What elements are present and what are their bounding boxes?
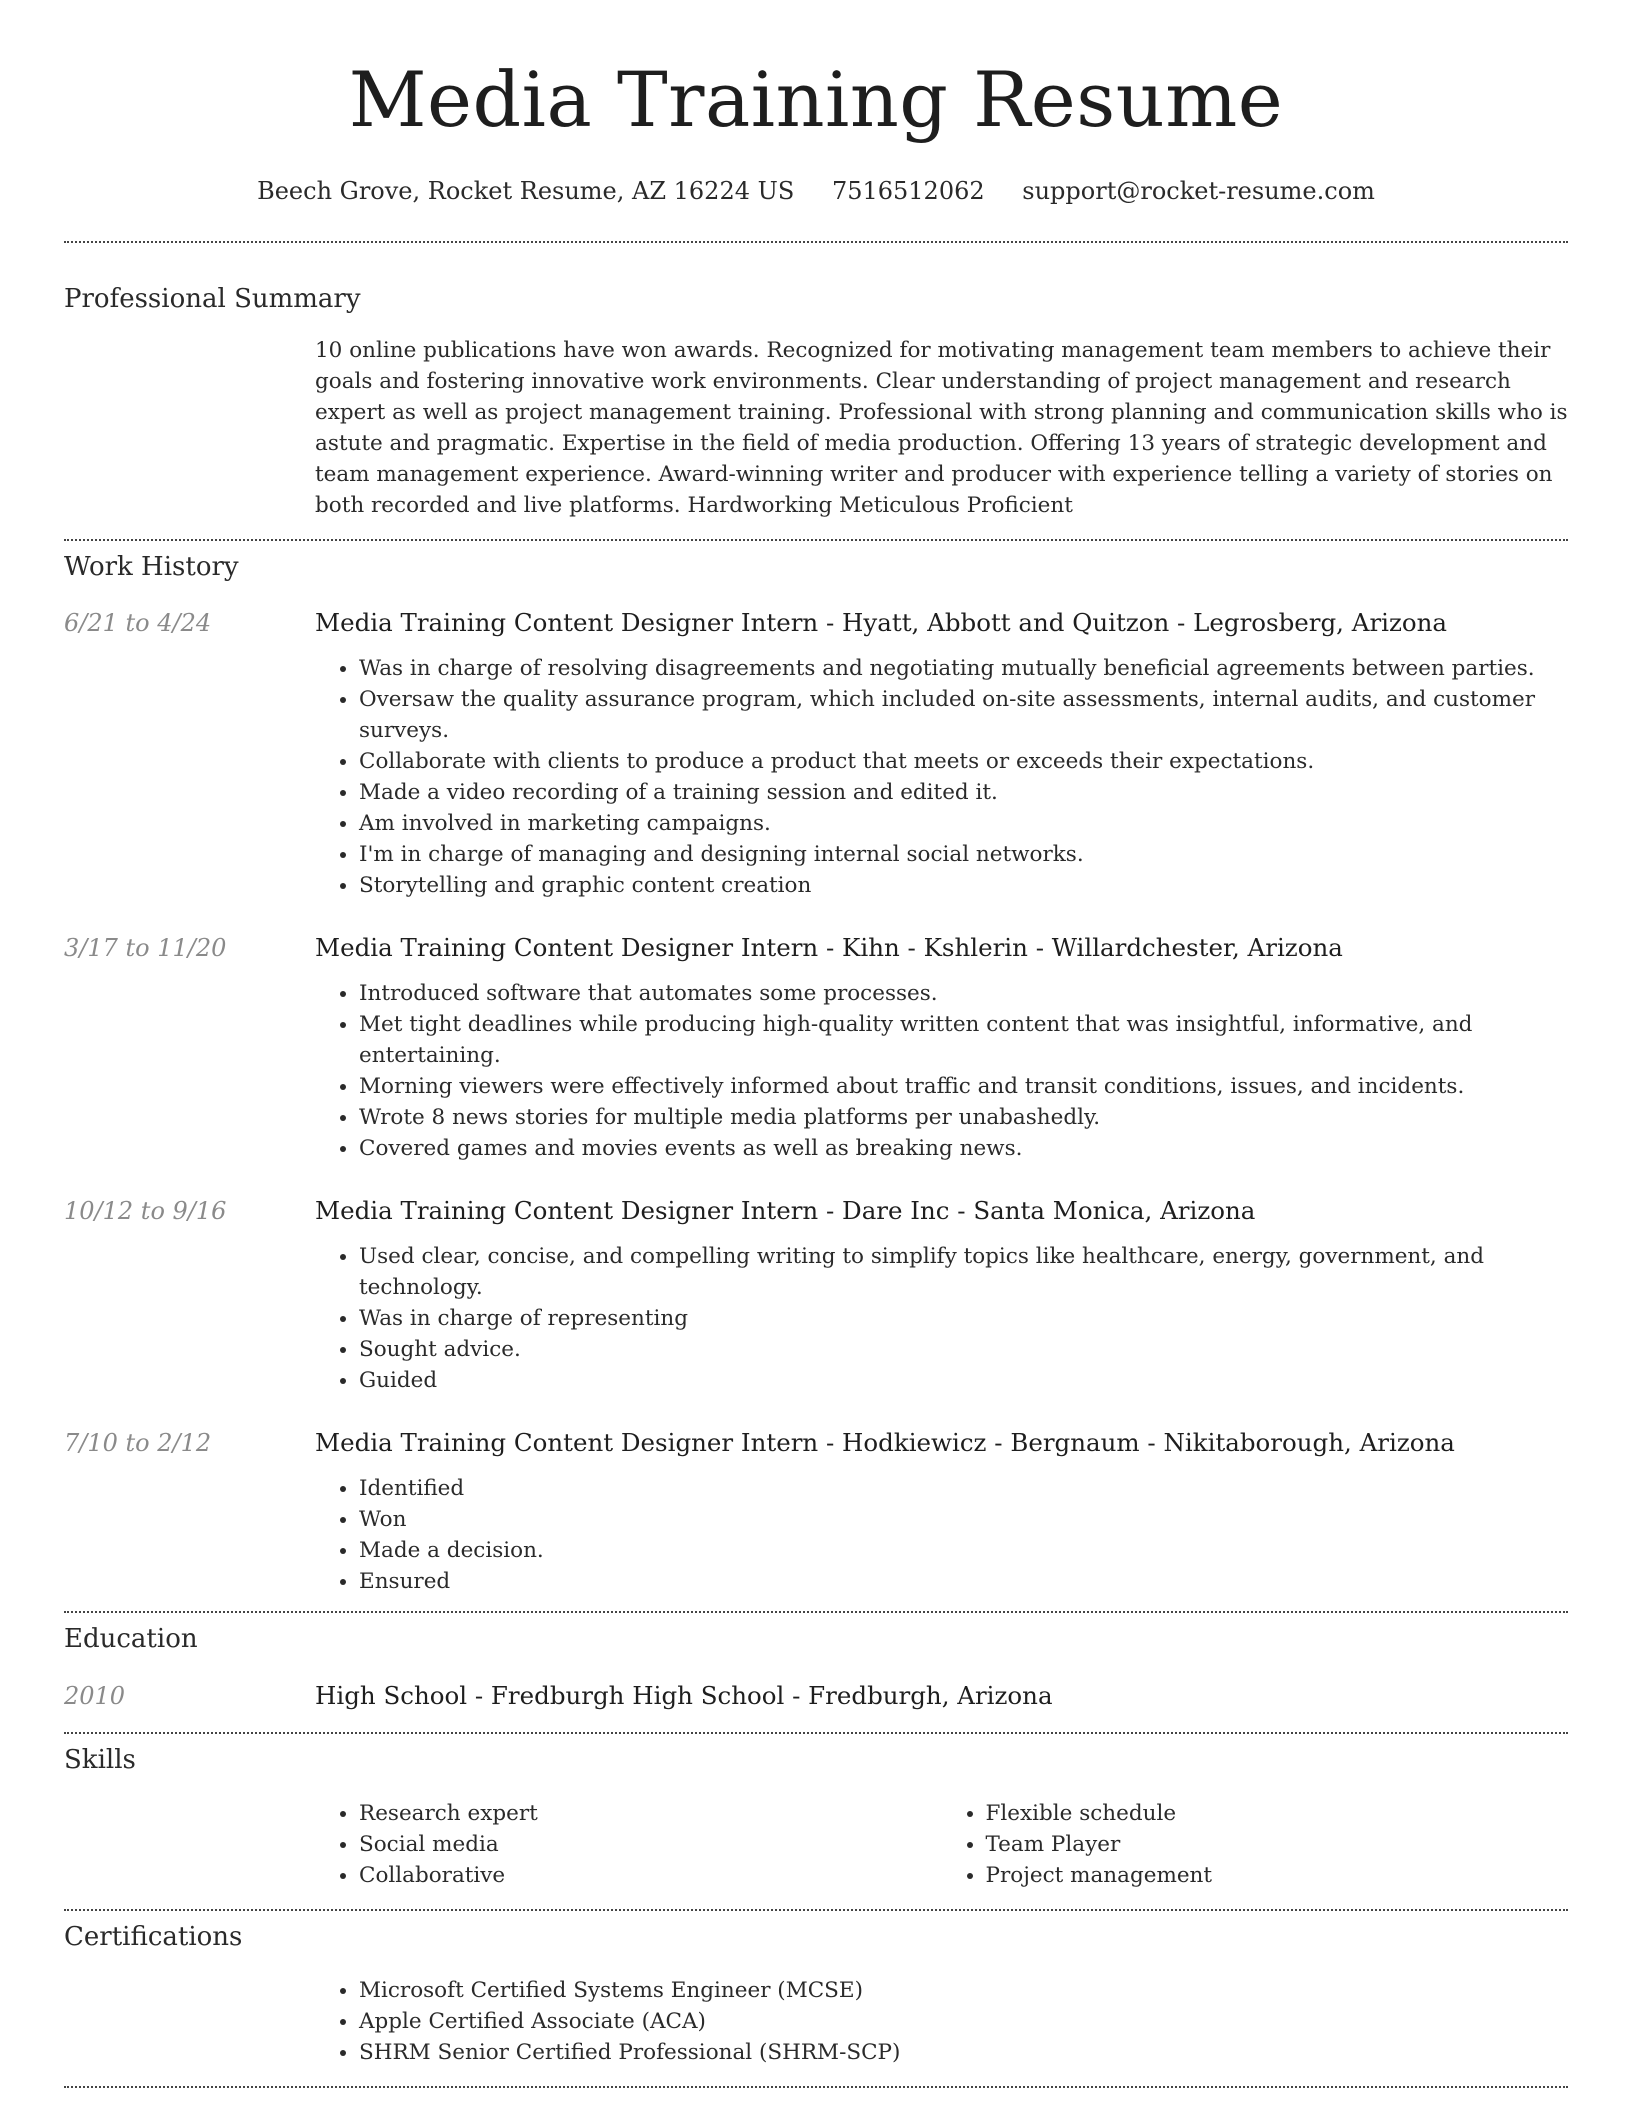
list-item: • Project management: [986, 1860, 1569, 1891]
summary-section: [64, 243, 1568, 521]
list-item: • Flexible schedule: [986, 1798, 1569, 1829]
list-item: • Identified: [359, 1473, 1568, 1504]
skills-list-left: [315, 1798, 942, 1891]
list-item: • Team Player: [986, 1829, 1569, 1860]
resume-page: [64, 0, 1568, 2088]
list-item: • Introduced software that automates some processes.: [359, 978, 1568, 1009]
job-entry: [64, 1195, 1568, 1396]
job-entry: [64, 607, 1568, 901]
list-item: • I'm in charge of managing and designing internal social networks.: [359, 839, 1568, 870]
divider: [64, 2086, 1568, 2088]
list-item: • Collaborative: [359, 1860, 942, 1891]
list-item: • Sought advice.: [359, 1334, 1568, 1365]
list-item: • Met tight deadlines while producing high-quality written content that was insightful, informative, and entertaining.: [359, 1009, 1568, 1071]
list-item: • Ensured: [359, 1566, 1568, 1597]
job-entry: [64, 1427, 1568, 1597]
resume-title: Media Training Resume: [348, 55, 1284, 144]
job-title: Media Training Content Designer Intern - Hyatt, Abbott and Quitzon - Legrosberg, Arizona: [315, 608, 1448, 637]
list-item: • Social media: [359, 1829, 942, 1860]
job-bullets: [315, 1473, 1568, 1597]
list-item: • Storytelling and graphic content creation: [359, 870, 1568, 901]
list-item: • Apple Certified Associate (ACA): [359, 2006, 1568, 2037]
contact-line: [64, 176, 1568, 206]
contact-phone: 7516512062: [831, 177, 985, 205]
education-date: 2010: [64, 1682, 126, 1710]
certifications-section: [64, 1911, 1568, 2068]
section-title-certifications: Certifications: [64, 1922, 243, 1952]
list-item: • Was in charge of representing: [359, 1303, 1568, 1334]
job-dates: 10/12 to 9/16: [64, 1197, 227, 1225]
skills-section: [64, 1734, 1568, 1891]
job-bullets: [315, 978, 1568, 1164]
certifications-list: [315, 1975, 1568, 2068]
list-item: • Was in charge of resolving disagreements and negotiating mutually beneficial agreements between parties.: [359, 653, 1568, 684]
certifications-body: [315, 1975, 1568, 2068]
list-item: • Used clear, concise, and compelling writing to simplify topics like healthcare, energy, government, and technology.: [359, 1241, 1568, 1303]
list-item: • Research expert: [359, 1798, 942, 1829]
skills-grid: [315, 1798, 1568, 1891]
list-item: • Guided: [359, 1365, 1568, 1396]
section-title-skills: Skills: [64, 1745, 136, 1775]
list-item: • Microsoft Certified Systems Engineer (MCSE): [359, 1975, 1568, 2006]
list-item: • SHRM Senior Certified Professional (SHRM-SCP): [359, 2037, 1568, 2068]
job-bullets: [315, 1241, 1568, 1396]
education-title: High School - Fredburgh High School - Fredburgh, Arizona: [315, 1681, 1053, 1710]
contact-email: support@rocket-resume.com: [1022, 177, 1375, 205]
section-title-summary: Professional Summary: [64, 284, 361, 314]
list-item: • Oversaw the quality assurance program, which included on-site assessments, internal audits, and customer surveys.: [359, 684, 1568, 746]
job-title: Media Training Content Designer Intern - Kihn - Kshlerin - Willardchester, Arizona: [315, 933, 1343, 962]
education-section: [64, 1613, 1568, 1712]
job-dates: 3/17 to 11/20: [64, 934, 227, 962]
list-item: • Made a decision.: [359, 1535, 1568, 1566]
job-title: Media Training Content Designer Intern - Dare Inc - Santa Monica, Arizona: [315, 1196, 1256, 1225]
contact-address: Beech Grove, Rocket Resume, AZ 16224 US: [257, 177, 795, 205]
list-item: • Won: [359, 1504, 1568, 1535]
list-item: • Covered games and movies events as well as breaking news.: [359, 1133, 1568, 1164]
list-item: • Am involved in marketing campaigns.: [359, 808, 1568, 839]
list-item: • Wrote 8 news stories for multiple media platforms per unabashedly.: [359, 1102, 1568, 1133]
list-item: • Made a video recording of a training session and edited it.: [359, 777, 1568, 808]
job-title: Media Training Content Designer Intern - Hodkiewicz - Bergnaum - Nikitaborough, Arizona: [315, 1428, 1455, 1457]
work-section: [64, 541, 1568, 1597]
education-entry: [64, 1680, 1568, 1712]
list-item: • Morning viewers were effectively informed about traffic and transit conditions, issues, and incidents.: [359, 1071, 1568, 1102]
list-item: • Collaborate with clients to produce a product that meets or exceeds their expectations.: [359, 746, 1568, 777]
summary-text: 10 online publications have won awards. Recognized for motivating management team members to achieve their goals and fostering innovative work environments. Clear understanding of project management and research expert as well as project management training. Professional with strong planning and communication skills who is astute and pragmatic. Expertise in the field of media production. Offering 13 years of strategic development and team management experience. Award-winning writer and producer with experience telling a variety of stories on both recorded and live platforms. Hardworking Meticulous Proficient: [315, 338, 1568, 518]
job-dates: 7/10 to 2/12: [64, 1429, 212, 1457]
job-dates: 6/21 to 4/24: [64, 609, 212, 637]
section-title-education: Education: [64, 1624, 198, 1654]
job-bullets: [315, 653, 1568, 901]
job-entry: [64, 932, 1568, 1164]
skills-list-right: [942, 1798, 1569, 1891]
section-title-work: Work History: [64, 552, 239, 582]
